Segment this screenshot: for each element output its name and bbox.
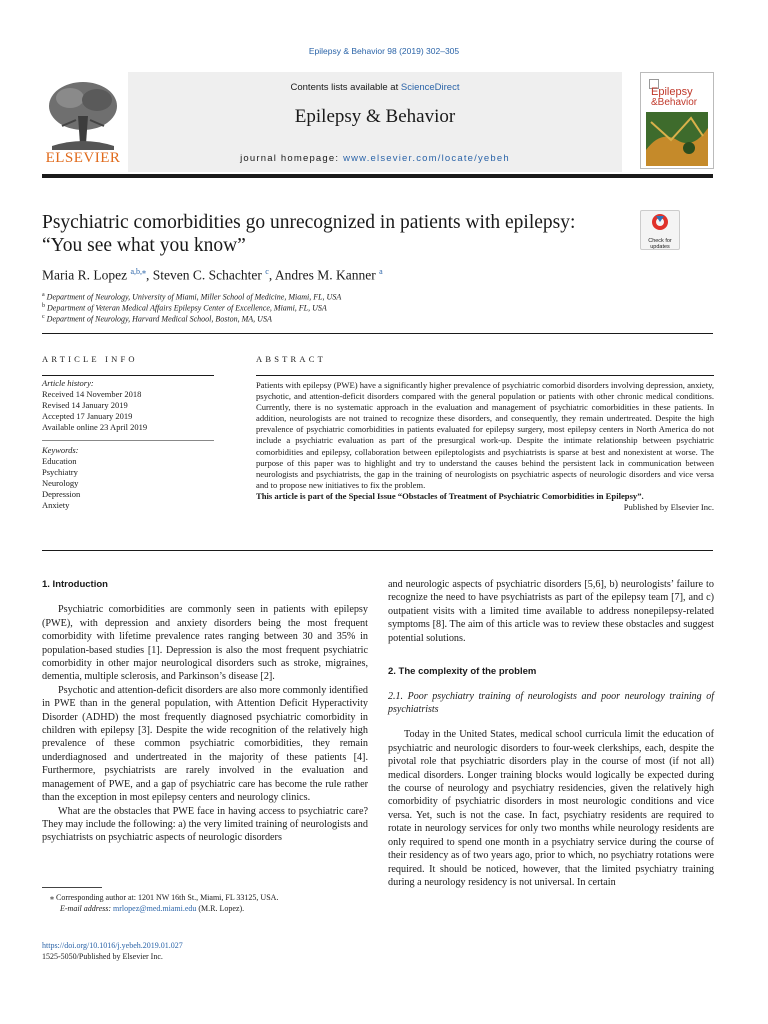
- affiliation-key: c: [42, 314, 45, 320]
- check-for-updates-icon: [641, 211, 679, 233]
- footnote: [42, 892, 368, 914]
- running-header[interactable]: Epilepsy & Behavior 98 (2019) 302–305: [308, 46, 460, 56]
- header-rule: [42, 174, 713, 178]
- email-link[interactable]: mrlopez@med.miami.edu: [113, 904, 197, 913]
- keyword-item: Education: [42, 456, 77, 466]
- article-info-heading: ARTICLE INFO: [42, 354, 138, 364]
- journal-title: Epilepsy & Behavior: [294, 106, 456, 127]
- affiliation: [42, 314, 642, 324]
- keyword-item: Neurology: [42, 478, 79, 488]
- subsection-heading-training: 2.1. Poor psychiatry training of neurologists and poor neurology training of psychiatrists: [388, 691, 714, 716]
- article-info-rule: [42, 375, 214, 376]
- email-label: E-mail address:: [60, 904, 114, 913]
- continued-paragraph: and neurologic aspects of psychiatric disorders [5,6], b) neurologists’ failure to recognize the need to have psychiatrists as part of the epilepsy team [7], and c) outpatient visits with a limited time available to address nonepilepsy-related symptoms [8]. The aim of this article was to review these obstacles and suggest potential solutions.: [388, 579, 714, 644]
- affiliation-text: Department of Neurology, Harvard Medical School, Boston, MA, USA: [46, 314, 272, 324]
- author-name[interactable]: Maria R. Lopez: [42, 267, 128, 283]
- intro-paragraph-2: Psychotic and attention-deficit disorders are also more commonly identified in PWE than in the general population, with Attention Deficit Hyperactivity Disorder (ADHD) the most frequently diagnosed psychiatric comorbidity in children with epilepsy [3]. Despite the wide recognition of the relatively high prevalence of these common psychiatric comorbidities, they remain underdiagnosed and undertreated in the majority of these patients [4]. Furthermore, psychiatrists are rarely involved in the evaluation and management of PWE, and a gap of psychiatric care has become the rule rather than the exception in most epilepsy centers and neurology clinics.: [42, 684, 368, 804]
- special-issue-note: This article is part of the Special Issue “Obstacles of Treatment of Psychiatric Comorbidities in Epilepsy”.: [256, 490, 644, 501]
- history-entry: Accepted 17 January 2019: [42, 411, 133, 421]
- affiliation-key: b: [42, 303, 45, 309]
- issn-line: 1525-5050/Published by Elsevier Inc.: [42, 952, 163, 961]
- article-title-line-2: “You see what you know”: [42, 235, 246, 256]
- check-for-updates-button[interactable]: [640, 210, 680, 250]
- keyword-item: Psychiatry: [42, 467, 78, 477]
- corresponding-author-note: ⁎ Corresponding author at: 1201 NW 16th St., Miami, FL 33125, USA.: [50, 893, 279, 902]
- right-column: [388, 578, 714, 889]
- training-paragraph: Today in the United States, medical school curricula limit the education of psychiatric and neurologic disorders to four-week clerkships, each, despite the pivotal role that psychiatric disorders play in the course of most (if not all) medical disorders. Longer training blocks would logically be expected during the course of neurology and psychiatry residencies, given the relatively high comorbidity of psychiatric disorders in most neurologic conditions and vice versa. Yet, such is not the case. In fact, psychiatry residents are required to rotate in neurology services for only two months while neurology residents are only required to spend one month in a psychiatry service during the course of their residency as of two years ago, prior to which, no psychiatry rotations were required. It should be noticed, however, that the limited psychiatry training during a neurology residency is not universal. In certain: [388, 729, 714, 888]
- article-title-line-1: Psychiatric comorbidities go unrecognized in patients with epilepsy:: [42, 212, 576, 233]
- author-name[interactable]: Andres M. Kanner: [274, 267, 376, 283]
- contents-prefix: Contents lists available at: [290, 82, 401, 93]
- author-affiliation-marker[interactable]: c: [265, 267, 269, 276]
- journal-cover: [640, 72, 714, 169]
- abstract-rule: [256, 375, 714, 376]
- affiliation: [42, 303, 642, 313]
- keywords: [42, 445, 214, 511]
- doi-link[interactable]: https://doi.org/10.1016/j.yebeh.2019.01.027: [42, 941, 183, 950]
- abstract-body: [256, 380, 714, 513]
- email-note: [42, 903, 368, 914]
- history-entry: Available online 23 April 2019: [42, 422, 148, 432]
- article-title: [42, 211, 622, 257]
- corresponding-author-text: Corresponding author at: 1201 NW 16th St., Miami, FL 33125, USA.: [56, 893, 279, 902]
- history-divider: [42, 440, 214, 441]
- abstract-text: Patients with epilepsy (PWE) have a significantly higher prevalence of psychiatric comorbid disorders involving depression, anxiety, psychotic, and attention-deficit disorders compared with the general population or patients with other chronic medical conditions. Currently, there is no systematic approach in the evaluation and management of psychiatric comorbidities in these patients. In addition, neurologists are not trained to recognize these disorders, and consequently, they remain undertreated. Despite the high prevalence of psychiatric comorbidities in patients evaluated for epilepsy surgery, most epilepsy centers in North America do not include a psychiatric evaluation as part of the presurgical work-up. Despite the intimate relationship between psychiatric comorbidities and epilepsy, collaboration between epileptologists and psychiatrists is sparse at best and nonexistent at worse. The purpose of this paper was to highlight and try to understand the causes behind the persistent lack in communication between neurologists and psychiatrists, the gap in the training of neurologists on psychiatric aspects of neurologic disorders and vice versa and to propose new initiatives to fix the problem.: [256, 380, 714, 490]
- keywords-label: Keywords:: [42, 445, 79, 455]
- abstract-heading: ABSTRACT: [256, 354, 326, 364]
- cover-artwork: [641, 110, 713, 169]
- contents-line: [128, 82, 622, 93]
- elsevier-wordmark: ELSEVIER: [45, 150, 121, 166]
- abstract-end-rule: [42, 550, 713, 551]
- author-affiliation-marker[interactable]: a: [379, 267, 383, 276]
- left-column: [42, 578, 368, 845]
- cover-title-1: Epilepsy: [651, 86, 693, 98]
- affiliation-key: a: [42, 292, 45, 298]
- history-entry: Received 14 November 2018: [42, 389, 142, 399]
- journal-homepage: [128, 153, 622, 164]
- keyword-item: Anxiety: [42, 500, 70, 510]
- article-history-label: Article history:: [42, 378, 94, 388]
- homepage-link[interactable]: www.elsevier.com/locate/yebeh: [343, 153, 510, 164]
- check-for-updates-line-2: updates: [650, 244, 670, 250]
- cover-title-2: &Behavior: [651, 97, 698, 108]
- history-entry: Revised 14 January 2019: [42, 400, 128, 410]
- author-name[interactable]: Steven C. Schachter: [152, 267, 262, 283]
- author-list: Maria R. Lopez $^{a,b,⁎}$, Steven C. Schachter $^c$, Andres M. Kanner $^a$: [42, 267, 383, 283]
- email-suffix: (M.R. Lopez).: [196, 904, 245, 913]
- article-history: [42, 378, 214, 433]
- affiliation: [42, 292, 642, 302]
- affiliations-rule: [42, 333, 713, 334]
- published-by: Published by Elsevier Inc.: [623, 502, 714, 513]
- section-heading-introduction: 1. Introduction: [42, 579, 108, 590]
- elsevier-logo: [42, 76, 124, 168]
- affiliation-text: Department of Neurology, University of Miami, Miller School of Medicine, Miami, FL, USA: [46, 292, 342, 302]
- check-for-updates-line-1: Check for: [648, 238, 672, 244]
- keyword-item: Depression: [42, 489, 81, 499]
- homepage-prefix: journal homepage:: [240, 153, 344, 164]
- affiliation-text: Department of Veteran Medical Affairs Epilepsy Center of Excellence, Miami, FL, USA: [47, 303, 327, 313]
- footnote-rule: [42, 887, 102, 888]
- author-affiliation-marker[interactable]: a,b,⁎: [130, 267, 147, 276]
- sciencedirect-link[interactable]: ScienceDirect: [400, 82, 460, 93]
- intro-paragraph-3: What are the obstacles that PWE face in having access to psychiatric care? They may include the following: a) the very limited training of neurologists and psychiatrists on psychiatric aspects of neurologic disorders: [42, 805, 368, 844]
- intro-paragraph-1: Psychiatric comorbidities are commonly seen in patients with epilepsy (PWE), with depression and anxiety disorders being the most frequent comorbidity with lifetime prevalence rates ranging between 30 and 35% in population-based studies [1]. Depression is also the most frequent psychiatric comorbidity in other major neurological disorders such as stroke, migraines, dementia, multiple sclerosis, and Parkinson’s disease [2].: [42, 604, 368, 683]
- section-heading-complexity: 2. The complexity of the problem: [388, 666, 537, 678]
- page-footer: [42, 940, 442, 962]
